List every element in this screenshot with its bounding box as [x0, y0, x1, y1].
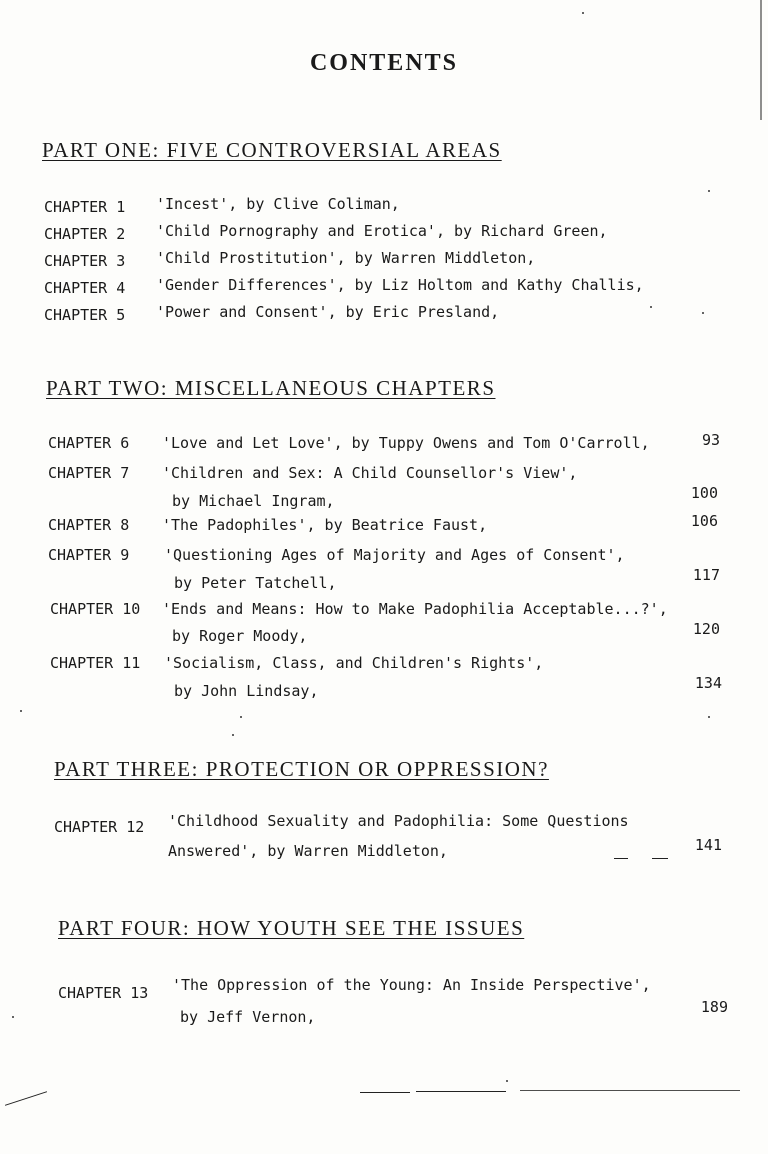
chapter-title: 'Children and Sex: A Child Counsellor's View',	[162, 464, 578, 482]
part-two-heading: PART TWO: MISCELLANEOUS CHAPTERS	[46, 376, 496, 400]
chapter-label: CHAPTER 9	[48, 546, 130, 564]
scan-mark	[360, 1092, 410, 1093]
leader-dash	[614, 858, 628, 859]
scan-speck	[582, 12, 584, 14]
scan-speck	[12, 1016, 14, 1018]
scan-edge	[760, 0, 762, 120]
chapter-title: 'Incest', by Clive Coliman,	[156, 195, 400, 213]
page-number: 189	[700, 998, 728, 1016]
scan-speck	[232, 734, 234, 736]
chapter-label: CHAPTER 4	[44, 279, 126, 297]
page-number: 141	[694, 836, 722, 854]
part-three-heading: PART THREE: PROTECTION OR OPPRESSION?	[54, 757, 549, 781]
chapter-title: 'Childhood Sexuality and Padophilia: Some Questions	[168, 812, 629, 830]
scan-mark	[520, 1090, 740, 1091]
chapter-title: 'Child Pornography and Erotica', by Richard Green,	[156, 222, 608, 240]
chapter-title: 'Socialism, Class, and Children's Rights',	[164, 654, 544, 672]
chapter-author: by Roger Moody,	[172, 627, 308, 645]
page-title: CONTENTS	[309, 50, 459, 76]
scan-mark	[5, 1091, 47, 1106]
page-number: 93	[701, 431, 720, 449]
chapter-label: CHAPTER 13	[58, 984, 149, 1002]
chapter-label: CHAPTER 11	[50, 654, 141, 672]
chapter-title: 'The Padophiles', by Beatrice Faust,	[162, 516, 488, 534]
chapter-label: CHAPTER 1	[44, 198, 126, 216]
chapter-title: 'Ends and Means: How to Make Padophilia Acceptable...?',	[162, 600, 668, 618]
chapter-label: CHAPTER 5	[44, 306, 126, 324]
page-number: 100	[690, 484, 718, 502]
chapter-title: 'Gender Differences', by Liz Holtom and Kathy Challis,	[156, 276, 644, 294]
page-number: 117	[692, 566, 720, 584]
scan-mark	[416, 1091, 506, 1092]
chapter-title: 'Questioning Ages of Majority and Ages of Consent',	[164, 546, 625, 564]
chapter-label: CHAPTER 3	[44, 252, 126, 270]
part-one-heading: PART ONE: FIVE CONTROVERSIAL AREAS	[42, 138, 502, 162]
scan-speck	[708, 190, 710, 192]
chapter-author: by Jeff Vernon,	[180, 1008, 316, 1026]
page-number: 134	[694, 674, 722, 692]
scan-speck	[708, 716, 710, 718]
scan-speck	[20, 710, 22, 712]
leader-dash	[652, 858, 668, 859]
chapter-label: CHAPTER 7	[48, 464, 130, 482]
scan-speck	[702, 312, 704, 314]
chapter-label: CHAPTER 12	[54, 818, 145, 836]
chapter-label: CHAPTER 8	[48, 516, 130, 534]
scan-speck	[240, 716, 242, 718]
chapter-label: CHAPTER 6	[48, 434, 130, 452]
scan-speck	[506, 1080, 508, 1082]
part-four-heading: PART FOUR: HOW YOUTH SEE THE ISSUES	[58, 916, 525, 940]
chapter-author: Answered', by Warren Middleton,	[168, 842, 448, 860]
chapter-title: 'Power and Consent', by Eric Presland,	[156, 303, 500, 321]
chapter-label: CHAPTER 10	[50, 600, 141, 618]
chapter-label: CHAPTER 2	[44, 225, 126, 243]
chapter-author: by Michael Ingram,	[172, 492, 335, 510]
page-number: 106	[690, 512, 718, 530]
chapter-title: 'The Oppression of the Young: An Inside Perspective',	[172, 976, 651, 994]
chapter-title: 'Child Prostitution', by Warren Middleton,	[156, 249, 536, 267]
page-number: 120	[692, 620, 720, 638]
chapter-author: by Peter Tatchell,	[174, 574, 337, 592]
scan-speck	[650, 306, 652, 308]
chapter-title: 'Love and Let Love', by Tuppy Owens and Tom O'Carroll,	[162, 434, 650, 452]
chapter-author: by John Lindsay,	[174, 682, 319, 700]
